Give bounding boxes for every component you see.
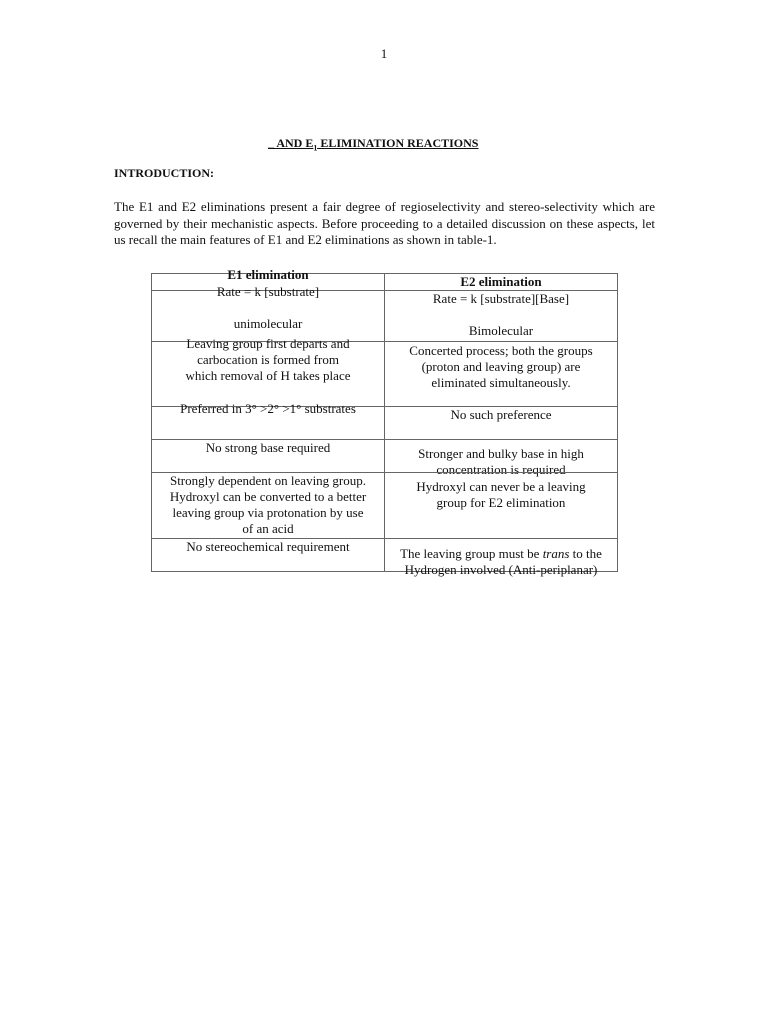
cell-line: Leaving group first departs and — [186, 336, 350, 351]
introduction-paragraph: The E1 and E2 eliminations present a fair degree of regioselectivity and stereo-selectivity which are governed by their mechanistic aspects. Before proceeding to a detailed discussion on these aspects, let us recall the main features of E1 and E2 eliminations as shown in table-1. — [114, 199, 655, 247]
cell-text: The leaving group must be — [400, 546, 543, 561]
cell-line: No stereochemical requirement — [186, 539, 350, 554]
table-cell-e2-rate — [384, 290, 618, 342]
cell-line: Stronger and bulky base in high — [418, 446, 584, 461]
cell-text: to the — [569, 546, 602, 561]
cell-line: carbocation is formed from — [197, 352, 339, 367]
cell-line: concentration is required — [436, 462, 566, 477]
cell-line: eliminated simultaneously. — [431, 375, 571, 390]
cell-line: No strong base required — [205, 440, 331, 455]
table-cell-e2-base — [384, 439, 618, 477]
cell-line: which removal of H takes place — [185, 368, 351, 383]
title-subscript: 1 — [313, 143, 318, 153]
table-cell-e1-leaving-group — [151, 472, 385, 539]
document-title — [268, 136, 508, 152]
page-number: 1 — [380, 46, 388, 61]
table-header-e2 — [384, 273, 618, 291]
cell-line: No such preference — [450, 407, 552, 422]
table-cell-e1-mechanism — [151, 336, 385, 407]
cell-line: Concerted process; both the groups — [409, 343, 593, 358]
cell-line — [152, 300, 384, 316]
cell-line — [385, 546, 617, 562]
table-cell-e2-leaving-group — [384, 472, 618, 539]
cell-line: Strongly dependent on leaving group. — [169, 473, 367, 488]
table-cell-e1-base — [151, 439, 385, 473]
cell-line: Rate = k [substrate][Base] — [432, 291, 570, 306]
cell-line: Preferred in 3° >2° >1° substrates — [180, 401, 356, 416]
cell-line — [385, 307, 617, 323]
cell-line: Rate = k [substrate] — [216, 284, 320, 299]
cell-line: Bimolecular — [468, 323, 534, 338]
table-cell-e1-stereochemistry — [151, 538, 385, 572]
cell-line: (proton and leaving group) are — [421, 359, 581, 374]
header-label-e2: E2 elimination — [460, 274, 542, 289]
cell-line: leaving group via protonation by use — [172, 505, 364, 520]
table-cell-e1-rate — [151, 284, 385, 342]
cell-line: of an acid — [242, 521, 294, 536]
cell-line: group for E2 elimination — [436, 495, 566, 510]
cell-line: Hydroxyl can never be a leaving — [416, 479, 586, 494]
cell-line: Hydroxyl can be converted to a better — [169, 489, 367, 504]
cell-line: unimolecular — [233, 316, 303, 331]
emphasis-trans: trans — [542, 546, 570, 561]
table-cell-e2-substrate — [384, 406, 618, 440]
table-cell-e1-substrate — [151, 401, 385, 440]
title-suffix: ELIMINATION REACTIONS — [317, 136, 479, 150]
header-label-e1: E1 elimination — [227, 267, 309, 282]
table-cell-e2-mechanism — [384, 341, 618, 407]
title-prefix: _ AND E — [268, 136, 314, 150]
introduction-heading: INTRODUCTION: — [114, 166, 215, 180]
cell-line: Hydrogen involved (Anti-periplanar) — [404, 562, 598, 577]
table-cell-e2-stereochemistry — [384, 538, 618, 577]
